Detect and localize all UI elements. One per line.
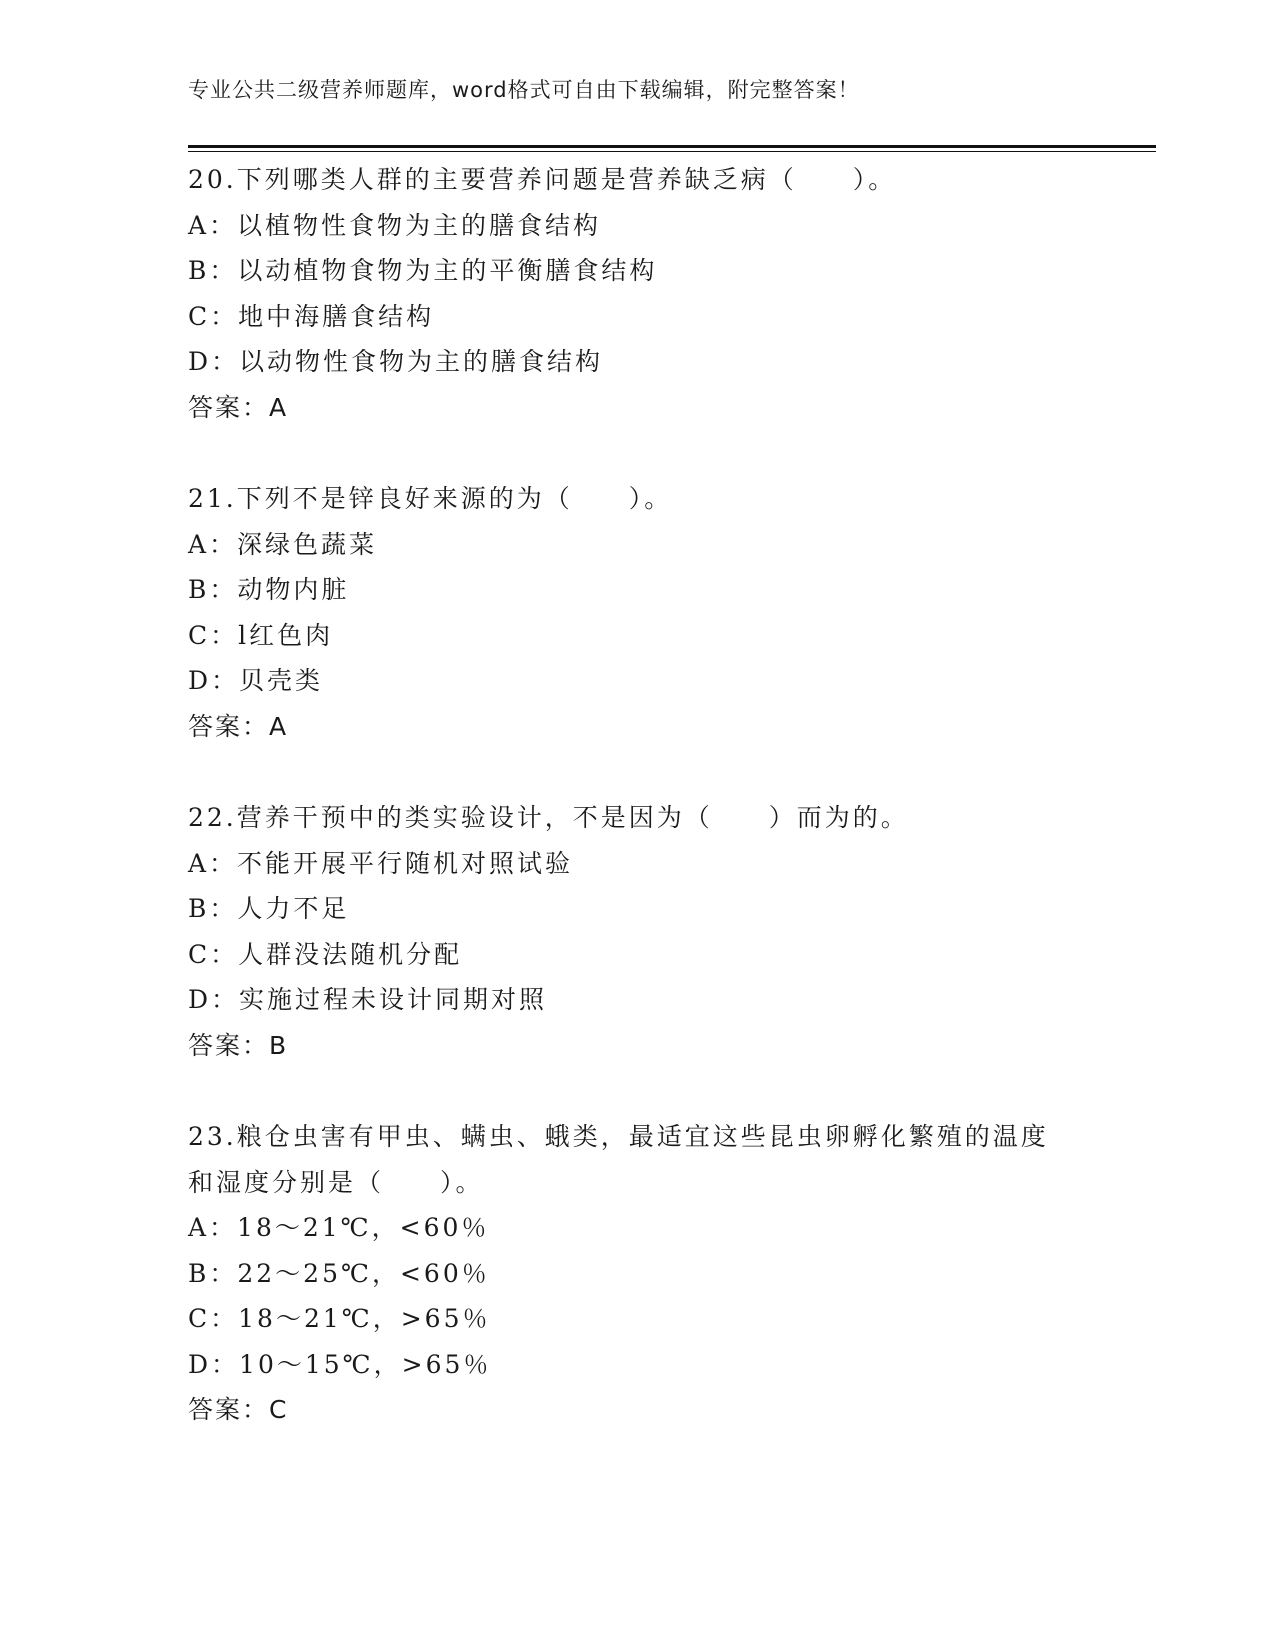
question-20 — [188, 157, 1156, 430]
header-rule-thick — [188, 145, 1156, 148]
option-a: A：18～21℃，<60％ — [188, 1213, 490, 1242]
option-d: D：贝壳类 — [188, 666, 324, 695]
question-stem: 22.营养干预中的类实验设计，不是因为（ ）而为的。 — [188, 803, 909, 832]
option-b: B：动物内脏 — [188, 575, 350, 604]
question-stem: 20.下列哪类人群的主要营养问题是营养缺乏病（ ）。 — [188, 165, 897, 194]
question-stem: 21.下列不是锌良好来源的为（ ）。 — [188, 484, 673, 513]
option-d: D：以动物性食物为主的膳食结构 — [188, 347, 604, 376]
page-header: 专业公共二级营养师题库，word格式可自由下载编辑，附完整答案！ — [188, 78, 860, 102]
question-stem-line-2: 和湿度分别是（ ）。 — [188, 1167, 484, 1197]
question-stem-line-1: 23.粮仓虫害有甲虫、螨虫、蛾类，最适宜这些昆虫卵孵化繁殖的温度 — [188, 1122, 1049, 1151]
option-b: B：22～25℃，<60％ — [188, 1258, 490, 1288]
option-c: C：人群没法随机分配 — [188, 939, 463, 969]
option-a: A：不能开展平行随机对照试验 — [188, 848, 574, 878]
option-c: C：18～21℃，>65％ — [188, 1304, 491, 1333]
option-c: C：l红色肉 — [188, 620, 334, 650]
option-c: C：地中海膳食结构 — [188, 301, 435, 331]
question-22 — [188, 795, 1156, 1068]
answer-line: 答案：B — [188, 1030, 289, 1060]
option-a: A：深绿色蔬菜 — [188, 529, 378, 559]
option-b: B：人力不足 — [188, 894, 350, 923]
option-a: A：以植物性食物为主的膳食结构 — [188, 210, 602, 240]
question-21 — [188, 476, 1156, 749]
option-d: D：10～15℃，>65％ — [188, 1349, 492, 1379]
answer-line: 答案：A — [188, 392, 289, 422]
question-list — [188, 157, 1156, 1479]
option-d: D：实施过程未设计同期对照 — [188, 985, 548, 1014]
question-23 — [188, 1114, 1156, 1433]
answer-line: 答案：C — [188, 1395, 289, 1424]
answer-line: 答案：A — [188, 711, 289, 741]
header-rule-thin — [188, 151, 1156, 152]
option-b: B：以动植物食物为主的平衡膳食结构 — [188, 256, 658, 285]
